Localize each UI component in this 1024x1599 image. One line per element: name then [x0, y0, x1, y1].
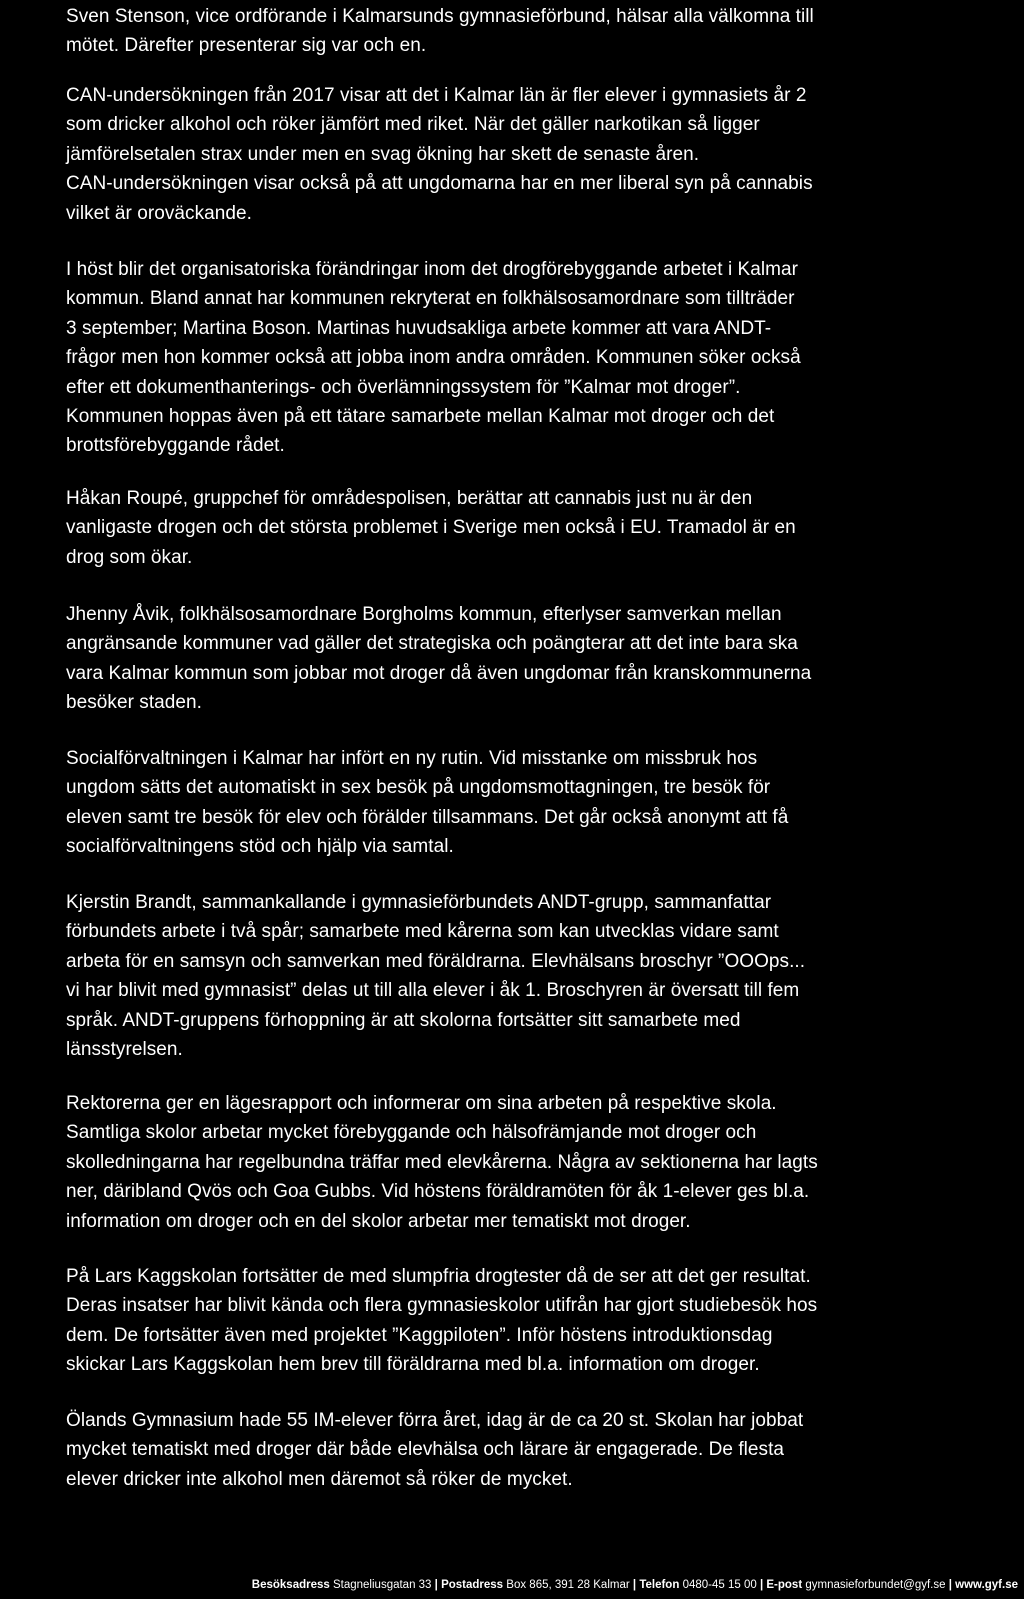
paragraph-text: Sven Stenson, vice ordförande i Kalmarsunds gymnasieförbund, hälsar alla välkomna till mötet. Därefter presenterar sig var och en.: [66, 6, 814, 57]
paragraph: [66, 1406, 803, 1494]
footer-visit-value: Stagneliusgatan 33: [332, 1579, 432, 1591]
paragraph-text: Rektorerna ger en lägesrapport och informerar om sina arbeten på respektive skola. Samtliga skolor arbetar mycket förebyggande och hälsofrämjande mot droger och skolledningarna har regelbundna träffar med elevkårerna. Några av sektionerna har lagts ner, däribland Qvös och Goa Gubbs. Vid höstens föräldramöten för åk 1-elever ges bl.a. information om droger och en del skolor arbetar mer tematiskt mot droger.: [66, 1093, 818, 1232]
paragraph: [66, 255, 801, 461]
paragraph: [66, 600, 811, 718]
footer-separator: |: [759, 1579, 764, 1591]
paragraph-text: I höst blir det organisatoriska förändringar inom det drogförebyggande arbetet i Kalmar kommun. Bland annat har kommunen rekryterat en folkhälsosamordnare som tillträder 3 september; Martina Boson. Martinas huvudsakliga arbete kommer att vara ANDT- frågor men hon kommer också att jobba inom andra områden. Kommunen söker också efter ett dokumenthanterings- och överlämningssystem för ”Kalmar mot droger”. Kommunen hoppas även på ett tätare samarbete mellan Kalmar mot droger och det brottsförebyggande rådet.: [66, 259, 801, 457]
paragraph-text: Ölands Gymnasium hade 55 IM-elever förra året, idag är de ca 20 st. Skolan har jobbat mycket tematiskt med droger där både elevhälsa och lärare är engagerade. De flesta elever dricker inte alkohol men däremot så röker de mycket.: [66, 1410, 804, 1490]
footer-post-label: Postadress: [441, 1579, 504, 1591]
paragraph: [66, 484, 796, 572]
paragraph-text: Kjerstin Brandt, sammankallande i gymnasieförbundets ANDT-grupp, sammanfattar förbundets arbete i två spår; samarbete med kårerna som kan utvecklas vidare samt arbeta för en samsyn och samverkan med föräldrarna. Elevhälsans broschyr ”OOOps... vi har blivit med gymnasist” delas ut till alla elever i åk 1. Broschyren är översatt till fem språk. ANDT-gruppens förhoppning är att skolorna fortsätter sitt samarbete med länsstyrelsen.: [66, 892, 806, 1061]
footer-email-label: E-post: [766, 1579, 803, 1591]
footer-separator: |: [948, 1579, 952, 1591]
page-footer: [0, 1578, 1024, 1599]
paragraph: [66, 2, 814, 61]
footer-separator: |: [632, 1579, 637, 1591]
paragraph-text: CAN-undersökningen från 2017 visar att det i Kalmar län är fler elever i gymnasiets år 2 som dricker alkohol och röker jämfört med riket. När det gäller narkotikan så ligger jämförelsetalen strax under men en svag ökning har skett de senaste åren. CAN-undersökningen visar också på att ungdomarna har en mer liberal syn på cannabis vilket är oroväckande.: [66, 85, 813, 224]
footer-phone-label: Telefon: [639, 1579, 680, 1591]
paragraph: [66, 81, 813, 228]
footer-web-value: www.gyf.se: [955, 1579, 1018, 1591]
footer-visit-label: Besöksadress: [251, 1579, 330, 1591]
footer-email-value: gymnasieforbundet@gyf.se: [805, 1579, 946, 1591]
paragraph: [66, 888, 805, 1064]
footer-separator: |: [434, 1579, 438, 1591]
footer-phone-value: 0480-45 15 00: [682, 1579, 757, 1591]
paragraph: [66, 1262, 817, 1380]
paragraph-text: Jhenny Åvik, folkhälsosamordnare Borgholms kommun, efterlyser samverkan mellan angränsande kommuner vad gäller det strategiska och poängterar att det inte bara ska vara Kalmar kommun som jobbar mot droger då även ungdomar från kranskommunerna besöker staden.: [66, 604, 812, 714]
paragraph-text: På Lars Kaggskolan fortsätter de med slumpfria drogtester då de ser att det ger resultat. Deras insatser har blivit kända och flera gymnasieskolor utifrån har gjort studiebesök hos dem. De fortsätter även med projektet ”Kaggpiloten”. Inför höstens introduktionsdag skickar Lars Kaggskolan hem brev till föräldrarna med bl.a. information om droger.: [66, 1266, 818, 1376]
paragraph-text: Socialförvaltningen i Kalmar har infört en ny rutin. Vid misstanke om missbruk hos ungdom sätts det automatiskt in sex besök på ungdomsmottagningen, tre besök för eleven samt tre besök för elev och förälder tillsammans. Det går också anonymt att få socialförvaltningens stöd och hjälp via samtal.: [66, 748, 789, 858]
paragraph: [66, 1089, 818, 1236]
footer-post-value: Box 865, 391 28 Kalmar: [506, 1579, 630, 1591]
paragraph: [66, 744, 788, 862]
paragraph-text: Håkan Roupé, gruppchef för områdespolisen, berättar att cannabis just nu är den vanligaste drogen och det största problemet i Sverige men också i EU. Tramadol är en drog som ökar.: [66, 488, 796, 568]
